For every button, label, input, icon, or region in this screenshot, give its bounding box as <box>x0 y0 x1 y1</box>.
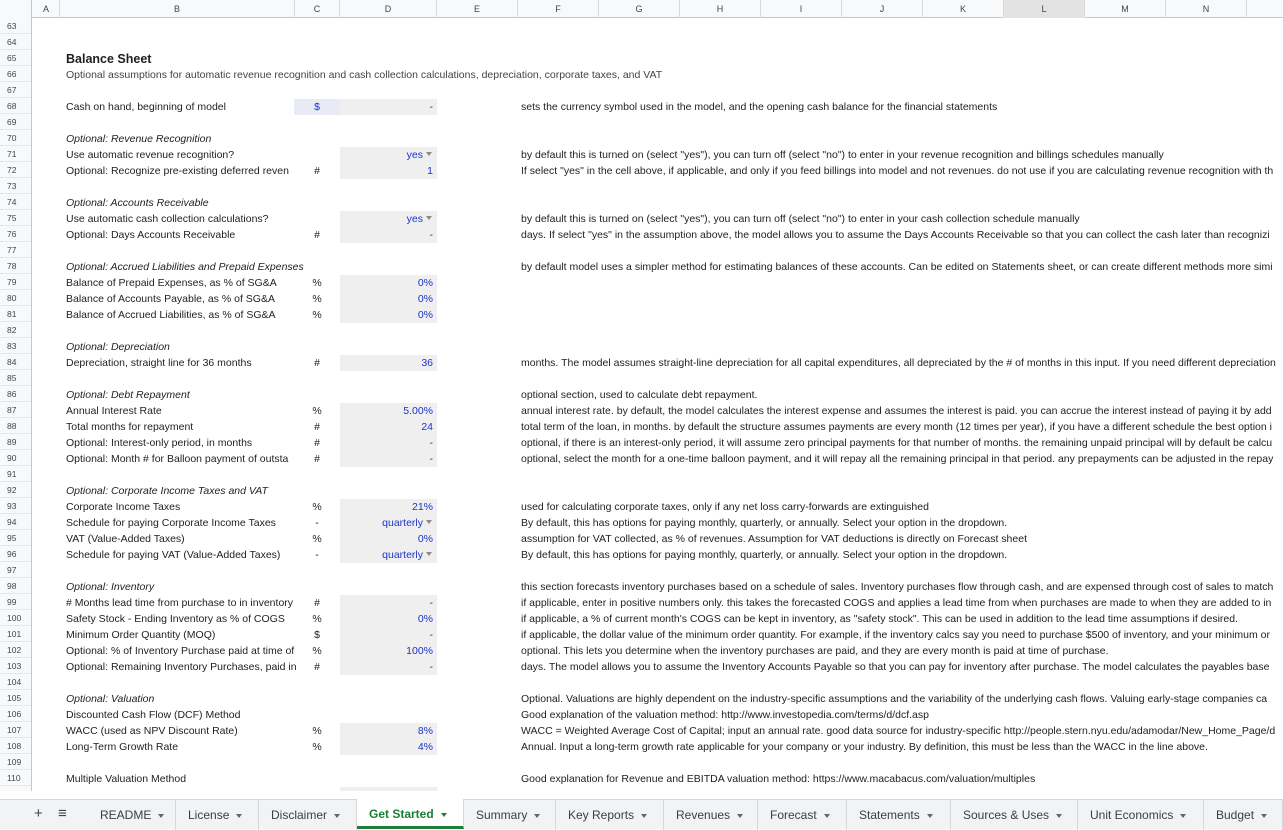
table-row <box>33 547 1283 563</box>
row-label: Balance of Accrued Liabilities, as % of SG&A <box>66 309 276 321</box>
column-header-b[interactable]: B <box>60 0 295 18</box>
row-header[interactable]: 104 <box>0 674 31 690</box>
tax-schedule-dropdown[interactable]: quarterly <box>382 517 423 529</box>
table-row <box>33 355 1283 371</box>
chevron-down-icon[interactable] <box>641 814 647 818</box>
input-cell[interactable]: 0% <box>417 533 433 545</box>
chevron-down-icon[interactable] <box>236 814 242 818</box>
row-note: days. The model allows you to assume the Inventory Accounts Payable so that you can pay for inventory after purchase. The model calculates the payables base <box>521 661 1270 673</box>
row-label: Schedule for paying VAT (Value-Added Taxes) <box>66 549 281 561</box>
row-note: optional section, used to calculate debt repayment. <box>521 389 758 401</box>
page-title: Balance Sheet <box>66 52 152 66</box>
column-header-d[interactable]: D <box>340 0 437 18</box>
currency-symbol-cell[interactable]: $ <box>294 99 340 115</box>
sheet-tab-label: Forecast <box>770 808 817 822</box>
row-note: total term of the loan, in months. by default the structure assumes payments are every month (12 times per year), if you have a different schedule the best option i <box>521 421 1272 433</box>
row-label: Optional: Month # for Balloon payment of outsta <box>66 453 289 465</box>
row-header[interactable]: 108 <box>0 738 31 754</box>
sheet-tab-label: README <box>100 808 152 822</box>
row-header[interactable]: 89 <box>0 434 31 450</box>
column-header-k[interactable]: K <box>923 0 1004 18</box>
table-row <box>33 99 1283 115</box>
unit-cell: # <box>314 421 320 433</box>
row-note: days. If select "yes" in the assumption above, the model allows you to assume the Days Accounts Receivable so that you can collect the cash later than recognizi <box>521 229 1270 241</box>
table-row <box>33 259 1283 275</box>
row-note: this section forecasts inventory purchases based on a schedule of sales. Inventory purchases flow through cash, and are expensed through cost of sales to match <box>521 581 1274 593</box>
column-header-c[interactable]: C <box>295 0 340 18</box>
row-label: Use automatic cash collection calculations? <box>66 213 269 225</box>
row-header[interactable]: 96 <box>0 546 31 562</box>
row-label: Balance of Prepaid Expenses, as % of SG&A <box>66 277 277 289</box>
row-note: by default model uses a simpler method for estimating balances of these accounts. Can be edited on Statements sheet, or can create different methods more simi <box>521 261 1273 273</box>
row-header[interactable]: 85 <box>0 370 31 386</box>
row-header[interactable]: 100 <box>0 610 31 626</box>
chevron-down-icon[interactable] <box>441 813 447 817</box>
row-note: sets the currency symbol used in the model, and the opening cash balance for the financial statements <box>521 101 998 113</box>
row-header[interactable]: 109 <box>0 754 31 770</box>
row-header[interactable]: 68 <box>0 98 31 114</box>
row-header[interactable]: 92 <box>0 482 31 498</box>
input-cell[interactable]: - <box>429 437 433 449</box>
row-header[interactable]: 105 <box>0 690 31 706</box>
sheet-scroll-gap <box>0 791 1283 799</box>
column-header-f[interactable]: F <box>518 0 599 18</box>
sheet-tab-label: Unit Economics <box>1090 808 1174 822</box>
column-header-h[interactable]: H <box>680 0 761 18</box>
section-header: Optional: Inventory <box>66 581 155 593</box>
table-row <box>33 291 1283 307</box>
input-cell[interactable]: - <box>429 229 433 241</box>
column-header-g[interactable]: G <box>599 0 680 18</box>
row-note: Good explanation for Revenue and EBITDA valuation method: https://www.macabacus.com/valuation/multiples <box>521 773 1036 785</box>
sheet-tab-label: Summary <box>476 808 528 822</box>
row-header[interactable]: 67 <box>0 82 31 98</box>
unit-cell: % <box>312 277 322 289</box>
table-row <box>33 195 1283 211</box>
sheet-tab-sources-uses[interactable] <box>951 800 1078 830</box>
table-row <box>33 515 1283 531</box>
sheet-tab-label: Sources & Uses <box>963 808 1050 822</box>
input-cell[interactable]: 36 <box>421 357 433 369</box>
table-row <box>33 723 1283 739</box>
row-header[interactable]: 63 <box>0 18 31 34</box>
unit-cell: % <box>312 293 322 305</box>
row-header[interactable]: 98 <box>0 578 31 594</box>
row-header[interactable]: 78 <box>0 258 31 274</box>
sheet-tab-statements[interactable] <box>847 800 951 830</box>
table-row <box>33 51 1283 67</box>
row-header[interactable]: 102 <box>0 642 31 658</box>
row-header[interactable]: 77 <box>0 242 31 258</box>
page-subtitle: Optional assumptions for automatic revenue recognition and cash collection calculations, depreciation, corporate taxes, and VAT <box>66 69 663 81</box>
column-header-m[interactable]: M <box>1085 0 1166 18</box>
unit-cell: # <box>314 661 320 673</box>
sheet-tab-disclaimer[interactable] <box>259 800 357 830</box>
table-row <box>33 211 1283 227</box>
unit-cell: # <box>314 165 320 177</box>
unit-cell: % <box>312 533 322 545</box>
sheet-tab-label: Budget <box>1216 808 1255 822</box>
row-header[interactable]: 107 <box>0 722 31 738</box>
table-row <box>33 451 1283 467</box>
chevron-down-icon[interactable] <box>1056 814 1062 818</box>
table-row <box>33 579 1283 595</box>
row-header[interactable]: 74 <box>0 194 31 210</box>
column-header-a[interactable]: A <box>33 0 60 18</box>
vat-schedule-dropdown[interactable]: quarterly <box>382 549 423 561</box>
row-header-bar <box>0 18 32 791</box>
input-cell[interactable]: 0% <box>417 309 433 321</box>
section-header: Optional: Accounts Receivable <box>66 197 209 209</box>
table-row <box>33 147 1283 163</box>
chevron-down-icon[interactable] <box>927 814 933 818</box>
column-header-j[interactable]: J <box>842 0 923 18</box>
row-header[interactable]: 87 <box>0 402 31 418</box>
row-header[interactable]: 94 <box>0 514 31 530</box>
row-header[interactable]: 106 <box>0 706 31 722</box>
table-row <box>33 499 1283 515</box>
table-row <box>33 403 1283 419</box>
row-label: Safety Stock - Ending Inventory as % of COGS <box>66 613 285 625</box>
row-label: Annual Interest Rate <box>66 405 162 417</box>
row-note: If select "yes" in the cell above, if applicable, and only if you feed billings into model and not revenues. do not use if you are calculating revenue recognition with th <box>521 165 1274 177</box>
sheet-tab-label: Get Started <box>369 807 434 821</box>
chevron-down-icon[interactable] <box>1180 814 1186 818</box>
unit-cell: $ <box>314 629 320 641</box>
row-label: Total months for repayment <box>66 421 194 433</box>
row-label: Corporate Income Taxes <box>66 501 181 513</box>
unit-cell: # <box>314 229 320 241</box>
table-row <box>33 483 1283 499</box>
chevron-down-icon[interactable] <box>426 152 432 156</box>
table-row <box>33 595 1283 611</box>
sheet-tab-key-reports[interactable] <box>556 800 664 830</box>
row-note: by default this is turned on (select "yes"), you can turn off (select "no") to enter in your revenue recognition and billings schedules manually <box>521 149 1164 161</box>
row-header[interactable]: 71 <box>0 146 31 162</box>
section-header: Optional: Depreciation <box>66 341 170 353</box>
cash-input[interactable]: - <box>429 101 433 113</box>
row-note: by default this is turned on (select "yes"), you can turn off (select "no") to enter in your cash collection schedule manually <box>521 213 1080 225</box>
table-row <box>33 627 1283 643</box>
row-label: Optional: % of Inventory Purchase paid at time of <box>66 645 295 657</box>
row-header[interactable]: 76 <box>0 226 31 242</box>
row-note: if applicable, a % of current month's COGS can be kept in inventory, as "safety stock". This can be used in addition to the lead time assumptions if desired. <box>521 613 1239 625</box>
row-header[interactable]: 97 <box>0 562 31 578</box>
row-label: Balance of Accounts Payable, as % of SG&A <box>66 293 275 305</box>
row-label: Use automatic revenue recognition? <box>66 149 235 161</box>
sheet-tab-revenues[interactable] <box>664 800 758 830</box>
row-header[interactable]: 70 <box>0 130 31 146</box>
chevron-down-icon[interactable] <box>334 814 340 818</box>
row-note: By default, this has options for paying monthly, quarterly, or annually. Select your option in the dropdown. <box>521 549 1008 561</box>
sheet-tab-label: License <box>188 808 230 822</box>
unit-cell: % <box>312 501 322 513</box>
row-note: if applicable, enter in positive numbers only. this takes the forecasted COGS and applies a lead time from when purchases are made to when they are added to in <box>521 597 1272 609</box>
section-header: Optional: Corporate Income Taxes and VAT <box>66 485 268 497</box>
unit-cell: % <box>312 309 322 321</box>
sheet-tab-get-started[interactable] <box>357 799 464 829</box>
table-row <box>33 227 1283 243</box>
add-sheet-button[interactable]: + <box>34 805 43 822</box>
sheet-tab-forecast[interactable] <box>758 800 847 830</box>
unit-cell: % <box>312 405 322 417</box>
input-cell[interactable]: - <box>429 453 433 465</box>
row-label: Optional: Remaining Inventory Purchases, paid in <box>66 661 297 673</box>
row-note: Annual. Input a long-term growth rate applicable for your company or your industry. By definition, this must be less than the WACC in the line above. <box>521 741 1208 753</box>
sheet-tab-label: Disclaimer <box>271 808 328 822</box>
column-header-bar <box>0 0 1283 18</box>
row-header[interactable]: 86 <box>0 386 31 402</box>
table-row <box>33 435 1283 451</box>
unit-cell: # <box>314 453 320 465</box>
sheet-tab-label: Statements <box>859 808 920 822</box>
row-label: Optional: Interest-only period, in months <box>66 437 253 449</box>
chevron-down-icon[interactable] <box>426 520 432 524</box>
row-header[interactable]: 83 <box>0 338 31 354</box>
row-header[interactable]: 73 <box>0 178 31 194</box>
row-note: WACC = Weighted Average Cost of Capital; input an annual rate. good data source for industry-specific http://people.stern.nyu.edu/adamodar/New_Home_Page/d <box>521 725 1276 737</box>
table-row <box>33 131 1283 147</box>
unit-cell: - <box>315 549 319 561</box>
all-sheets-menu-icon[interactable]: ≡ <box>58 805 67 822</box>
unit-cell: % <box>312 613 322 625</box>
row-header[interactable]: 95 <box>0 530 31 546</box>
row-label: Optional: Days Accounts Receivable <box>66 229 236 241</box>
unit-cell: - <box>315 517 319 529</box>
row-label: Long-Term Growth Rate <box>66 741 179 753</box>
row-header[interactable]: 79 <box>0 274 31 290</box>
table-row <box>33 643 1283 659</box>
row-label: Discounted Cash Flow (DCF) Method <box>66 709 241 721</box>
unit-cell: # <box>314 357 320 369</box>
row-label: Minimum Order Quantity (MOQ) <box>66 629 216 641</box>
row-label: Schedule for paying Corporate Income Taxes <box>66 517 276 529</box>
chevron-down-icon[interactable] <box>158 814 164 818</box>
column-header-l[interactable]: L <box>1004 0 1085 18</box>
row-note: months. The model assumes straight-line depreciation for all capital expenditures, all depreciated by the # of months in this input. If you need different depreciation <box>521 357 1276 369</box>
section-header: Optional: Accrued Liabilities and Prepaid Expenses <box>66 261 304 273</box>
row-header[interactable]: 66 <box>0 66 31 82</box>
row-note: By default, this has options for paying monthly, quarterly, or annually. Select your option in the dropdown. <box>521 517 1008 529</box>
row-header[interactable]: 84 <box>0 354 31 370</box>
unit-cell: % <box>312 741 322 753</box>
table-row <box>33 419 1283 435</box>
sheet-tab-unit-economics[interactable] <box>1078 800 1204 830</box>
table-row <box>33 611 1283 627</box>
row-header[interactable]: 75 <box>0 210 31 226</box>
sheet-tab-bar <box>0 799 1283 829</box>
chevron-down-icon[interactable] <box>737 814 743 818</box>
input-cell[interactable]: 24 <box>421 421 433 433</box>
input-cell[interactable]: - <box>429 597 433 609</box>
unit-cell: # <box>314 597 320 609</box>
table-row <box>33 707 1283 723</box>
section-header: Optional: Revenue Recognition <box>66 133 212 145</box>
column-header-n[interactable]: N <box>1166 0 1247 18</box>
chevron-down-icon[interactable] <box>426 552 432 556</box>
cash-collection-dropdown[interactable]: yes <box>406 213 423 225</box>
input-cell[interactable]: 0% <box>417 613 433 625</box>
sheet-tab-label: Revenues <box>676 808 731 822</box>
row-header[interactable]: 90 <box>0 450 31 466</box>
input-cell[interactable]: 4% <box>417 741 433 753</box>
row-header[interactable]: 99 <box>0 594 31 610</box>
row-header[interactable]: 64 <box>0 34 31 50</box>
row-note: optional, if there is an interest-only period, it will assume zero principal payments for that number of months. the remaining unpaid principal will by default be calcu <box>521 437 1273 449</box>
table-row <box>33 67 1283 83</box>
table-row <box>33 339 1283 355</box>
sheet-tab-label: Key Reports <box>568 808 635 822</box>
section-header: Optional: Valuation <box>66 693 155 705</box>
table-row <box>33 739 1283 755</box>
row-header[interactable]: 103 <box>0 658 31 674</box>
row-header[interactable]: 91 <box>0 466 31 482</box>
input-cell[interactable]: 100% <box>406 645 433 657</box>
input-cell[interactable]: 5.00% <box>403 405 433 417</box>
row-label: Cash on hand, beginning of model <box>66 101 226 113</box>
row-note: optional, select the month for a one-time balloon payment, and it will repay all the remaining principal in that period. any prepayments can be adjusted in the repay <box>521 453 1274 465</box>
row-label: WACC (used as NPV Discount Rate) <box>66 725 238 737</box>
input-cell[interactable]: 8% <box>417 725 433 737</box>
row-note: optional. This lets you determine when the inventory purchases are paid, and they are every month is paid at time of purchase. <box>521 645 1109 657</box>
column-header-e[interactable]: E <box>437 0 518 18</box>
chevron-down-icon[interactable] <box>534 814 540 818</box>
input-cell[interactable]: 0% <box>417 293 433 305</box>
row-label: Depreciation, straight line for 36 months <box>66 357 252 369</box>
select-all-corner[interactable] <box>0 0 32 18</box>
input-cell[interactable]: - <box>429 629 433 641</box>
table-row <box>33 531 1283 547</box>
table-row <box>33 163 1283 179</box>
chevron-down-icon[interactable] <box>824 814 830 818</box>
table-row <box>33 387 1283 403</box>
row-note: Good explanation of the valuation method: http://www.investopedia.com/terms/d/dcf.asp <box>521 709 929 721</box>
row-note: annual interest rate. by default, the model calculates the interest expense and assumes the interest is paid. you can accrue the interest instead of paying it by add <box>521 405 1272 417</box>
unit-cell: % <box>312 725 322 737</box>
row-header[interactable]: 65 <box>0 50 31 66</box>
unit-cell: % <box>312 645 322 657</box>
input-cell[interactable]: 0% <box>417 277 433 289</box>
section-header: Optional: Debt Repayment <box>66 389 190 401</box>
row-header[interactable]: 72 <box>0 162 31 178</box>
table-row <box>33 771 1283 787</box>
revenue-recognition-dropdown[interactable]: yes <box>406 149 423 161</box>
input-cell[interactable]: 1 <box>427 165 433 177</box>
row-header[interactable]: 81 <box>0 306 31 322</box>
table-row <box>33 691 1283 707</box>
row-header[interactable]: 80 <box>0 290 31 306</box>
row-note: used for calculating corporate taxes, only if any net loss carry-forwards are extinguished <box>521 501 929 513</box>
input-cell[interactable]: 21% <box>411 501 433 513</box>
row-label: # Months lead time from purchase to in inventory <box>66 597 294 609</box>
input-cell[interactable]: - <box>429 661 433 673</box>
row-header[interactable]: 101 <box>0 626 31 642</box>
row-label: Multiple Valuation Method <box>66 773 187 785</box>
row-header[interactable]: 110 <box>0 770 31 786</box>
row-header[interactable]: 69 <box>0 114 31 130</box>
chevron-down-icon[interactable] <box>1261 814 1267 818</box>
sheet-tab-budget[interactable] <box>1204 800 1283 830</box>
sheet-tab-summary[interactable] <box>464 800 556 830</box>
chevron-down-icon[interactable] <box>426 216 432 220</box>
table-row <box>33 275 1283 291</box>
row-note: assumption for VAT collected, as % of revenues. Assumption for VAT deductions is directly on Forecast sheet <box>521 533 1027 545</box>
sheet-tab-license[interactable] <box>176 800 259 830</box>
sheet-tab-readme[interactable] <box>88 800 176 830</box>
column-header-i[interactable]: I <box>761 0 842 18</box>
row-label: Optional: Recognize pre-existing deferred reven <box>66 165 289 177</box>
unit-cell: # <box>314 437 320 449</box>
table-row <box>33 659 1283 675</box>
row-note: Optional. Valuations are highly dependent on the industry-specific assumptions and the variability of the underlying cash flows. Valuing early-stage companies ca <box>521 693 1268 705</box>
table-row <box>33 307 1283 323</box>
row-header[interactable]: 82 <box>0 322 31 338</box>
row-note: if applicable, the dollar value of the minimum order quantity. For example, if the inventory calcs say you need to purchase $500 of inventory, and your minimum or <box>521 629 1270 641</box>
sheet-grid[interactable] <box>33 19 1283 791</box>
row-header[interactable]: 88 <box>0 418 31 434</box>
row-header[interactable]: 93 <box>0 498 31 514</box>
row-label: VAT (Value-Added Taxes) <box>66 533 185 545</box>
